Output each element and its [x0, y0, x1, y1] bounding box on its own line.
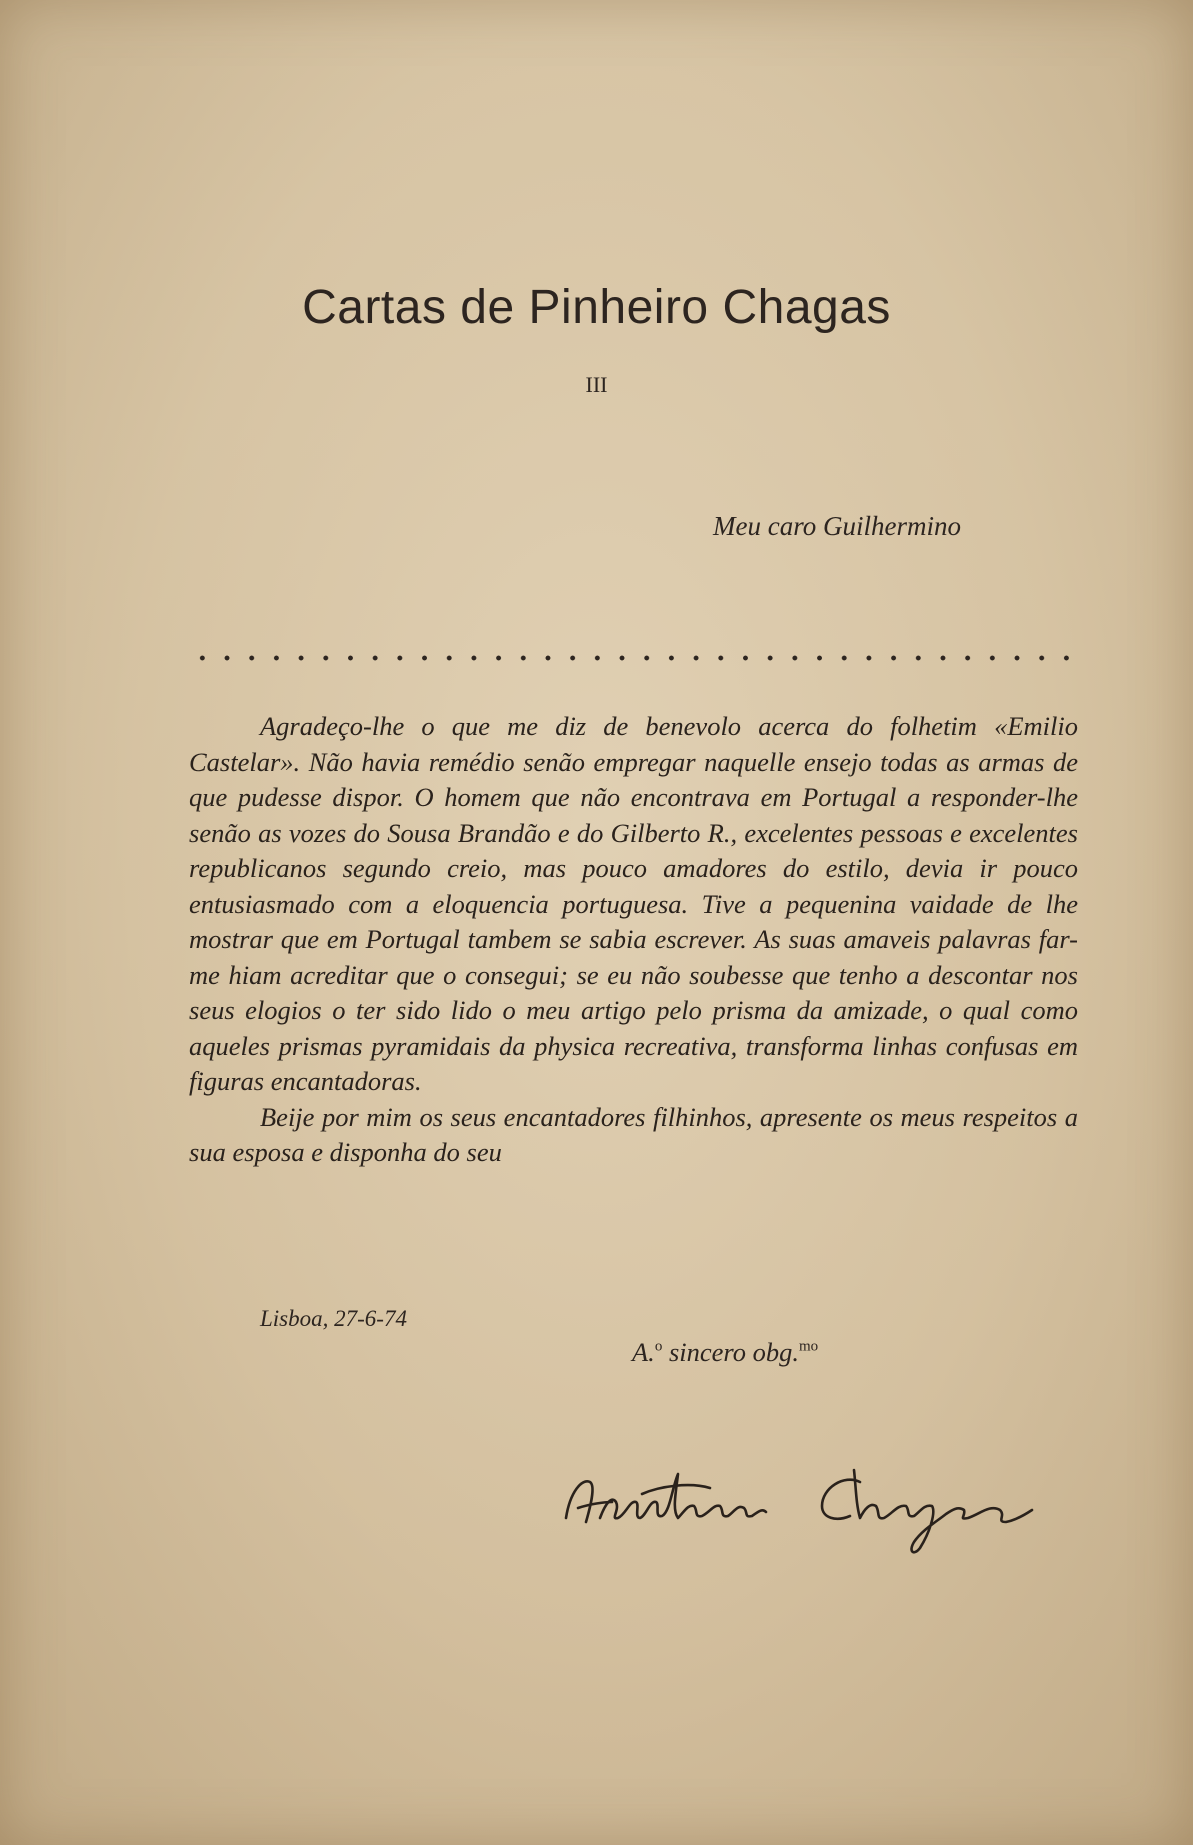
closing-superscript-2: mo [798, 1338, 819, 1355]
letter-body [189, 709, 1078, 1171]
closing-main: A. [632, 1337, 655, 1367]
letter-salutation: Meu caro Guilhermino [713, 511, 961, 541]
handwritten-signature [560, 1452, 1040, 1562]
place-date: Lisboa, 27-6-74 [260, 1306, 407, 1331]
closing-formula [632, 1337, 818, 1368]
closing-superscript-1: o [654, 1338, 663, 1355]
closing-word: sincero obg. [668, 1337, 799, 1367]
body-paragraph-1: Agradeço-lhe o que me diz de benevolo acerca do folhetim «Emilio Castelar». Não havia remédio senão empregar naquelle ensejo todas as armas de que pudesse dispor. O homem que não encontrava em Portugal a responder-lhe senão as vozes do Sousa Brandão e do Gilberto R., excelentes pessoas e excelentes republicanos segundo creio, mas pouco amadores do estilo, devia ir pouco entusiasmado com a eloquencia portuguesa. Tive a pequenina vaidade de lhe mostrar que em Portugal tambem se sabia escrever. As suas amaveis palavras far-me hiam acreditar que o consegui; se eu não soubesse que tenho a descontar nos seus elogios o ter sido lido o meu artigo pelo prisma da amizade, o qual como aqueles prismas pyramidais da physica recreativa, transforma linhas confusas em figuras encantadoras. [189, 711, 1078, 1096]
omission-dotted-line [190, 650, 1078, 666]
section-numeral: III [585, 372, 608, 397]
body-paragraph-2: Beije por mim os seus encantadores filhinhos, apresente os meus respeitos a sua esposa e disponha do seu [189, 1101, 1078, 1167]
page-title: Cartas de Pinheiro Chagas [302, 281, 891, 335]
